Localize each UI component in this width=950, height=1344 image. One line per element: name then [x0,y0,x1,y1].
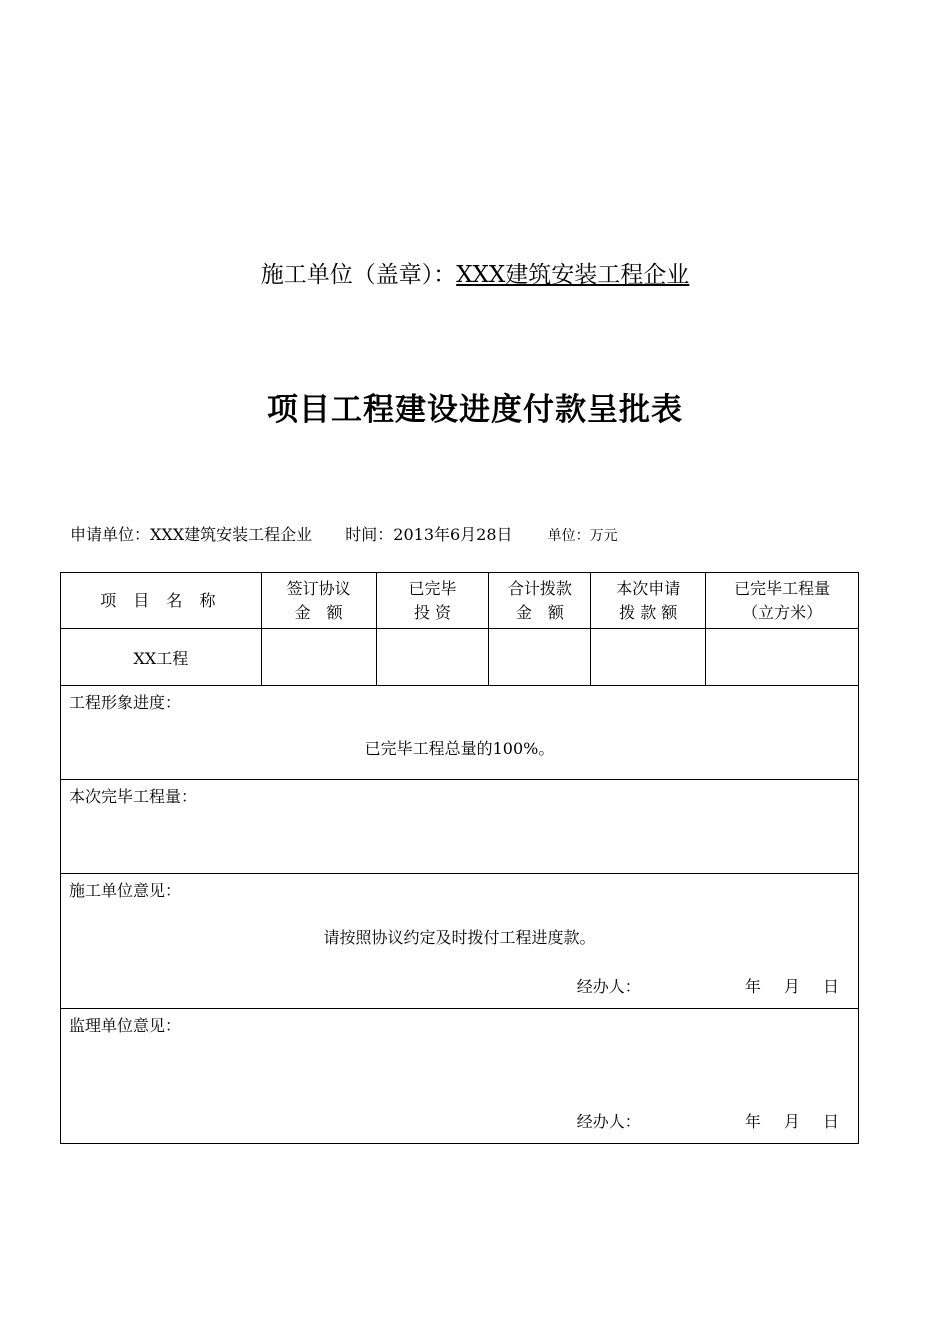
meta-line [70,522,618,545]
applicant-text: 申请单位：XXX建筑安装工程企业 [70,525,313,544]
supervisor-opinion-row [61,1009,859,1144]
date-text: 时间：2013年6月28日 [345,525,513,544]
payment-approval-table [60,572,859,1144]
document-title: 项目工程建设进度付款呈批表 [267,392,683,428]
progress-text: 已完毕工程总量的100%。 [364,739,555,758]
progress-label: 工程形象进度： [69,693,182,712]
progress-row [61,686,859,780]
unit-name: XXX建筑安装工程企业 [456,262,690,288]
current-quantity-row [61,780,859,874]
contractor-opinion-text: 请按照协议约定及时拨付工程进度款。 [323,928,596,947]
header-project-name: 项 目 名 称 [61,573,262,629]
supervisor-date-label: 年 月 日 [744,1112,848,1131]
contractor-handler-label: 经办人： [576,977,641,996]
cell-total-paid [489,629,591,686]
header-current-request: 本次申请 拨 款 额 [591,573,706,629]
header-completed-investment: 已完毕 投 资 [376,573,489,629]
contractor-signature-line [577,974,848,997]
table-header-row [61,573,859,629]
header-contract-amount: 签订协议 金 额 [261,573,376,629]
contractor-opinion-row [61,874,859,1009]
current-quantity-label: 本次完毕工程量： [69,787,198,806]
currency-unit-text: 单位：万元 [547,528,618,544]
cell-project-name: XX工程 [61,629,262,686]
header-completed-quantity: 已完毕工程量 （立方米） [706,573,859,629]
table-row [61,629,859,686]
cell-current-request [591,629,706,686]
cell-completed-quantity [706,629,859,686]
contractor-opinion-label: 施工单位意见： [69,881,182,900]
supervisor-signature-line [577,1109,848,1132]
header-total-paid: 合计拨款 金 额 [489,573,591,629]
supervisor-handler-label: 经办人： [576,1112,641,1131]
supervisor-opinion-label: 监理单位意见： [69,1016,182,1035]
unit-label: 施工单位（盖章）： [260,262,457,288]
contractor-date-label: 年 月 日 [744,977,848,996]
construction-unit-line [0,256,950,289]
cell-contract-amount [261,629,376,686]
cell-completed-investment [376,629,489,686]
